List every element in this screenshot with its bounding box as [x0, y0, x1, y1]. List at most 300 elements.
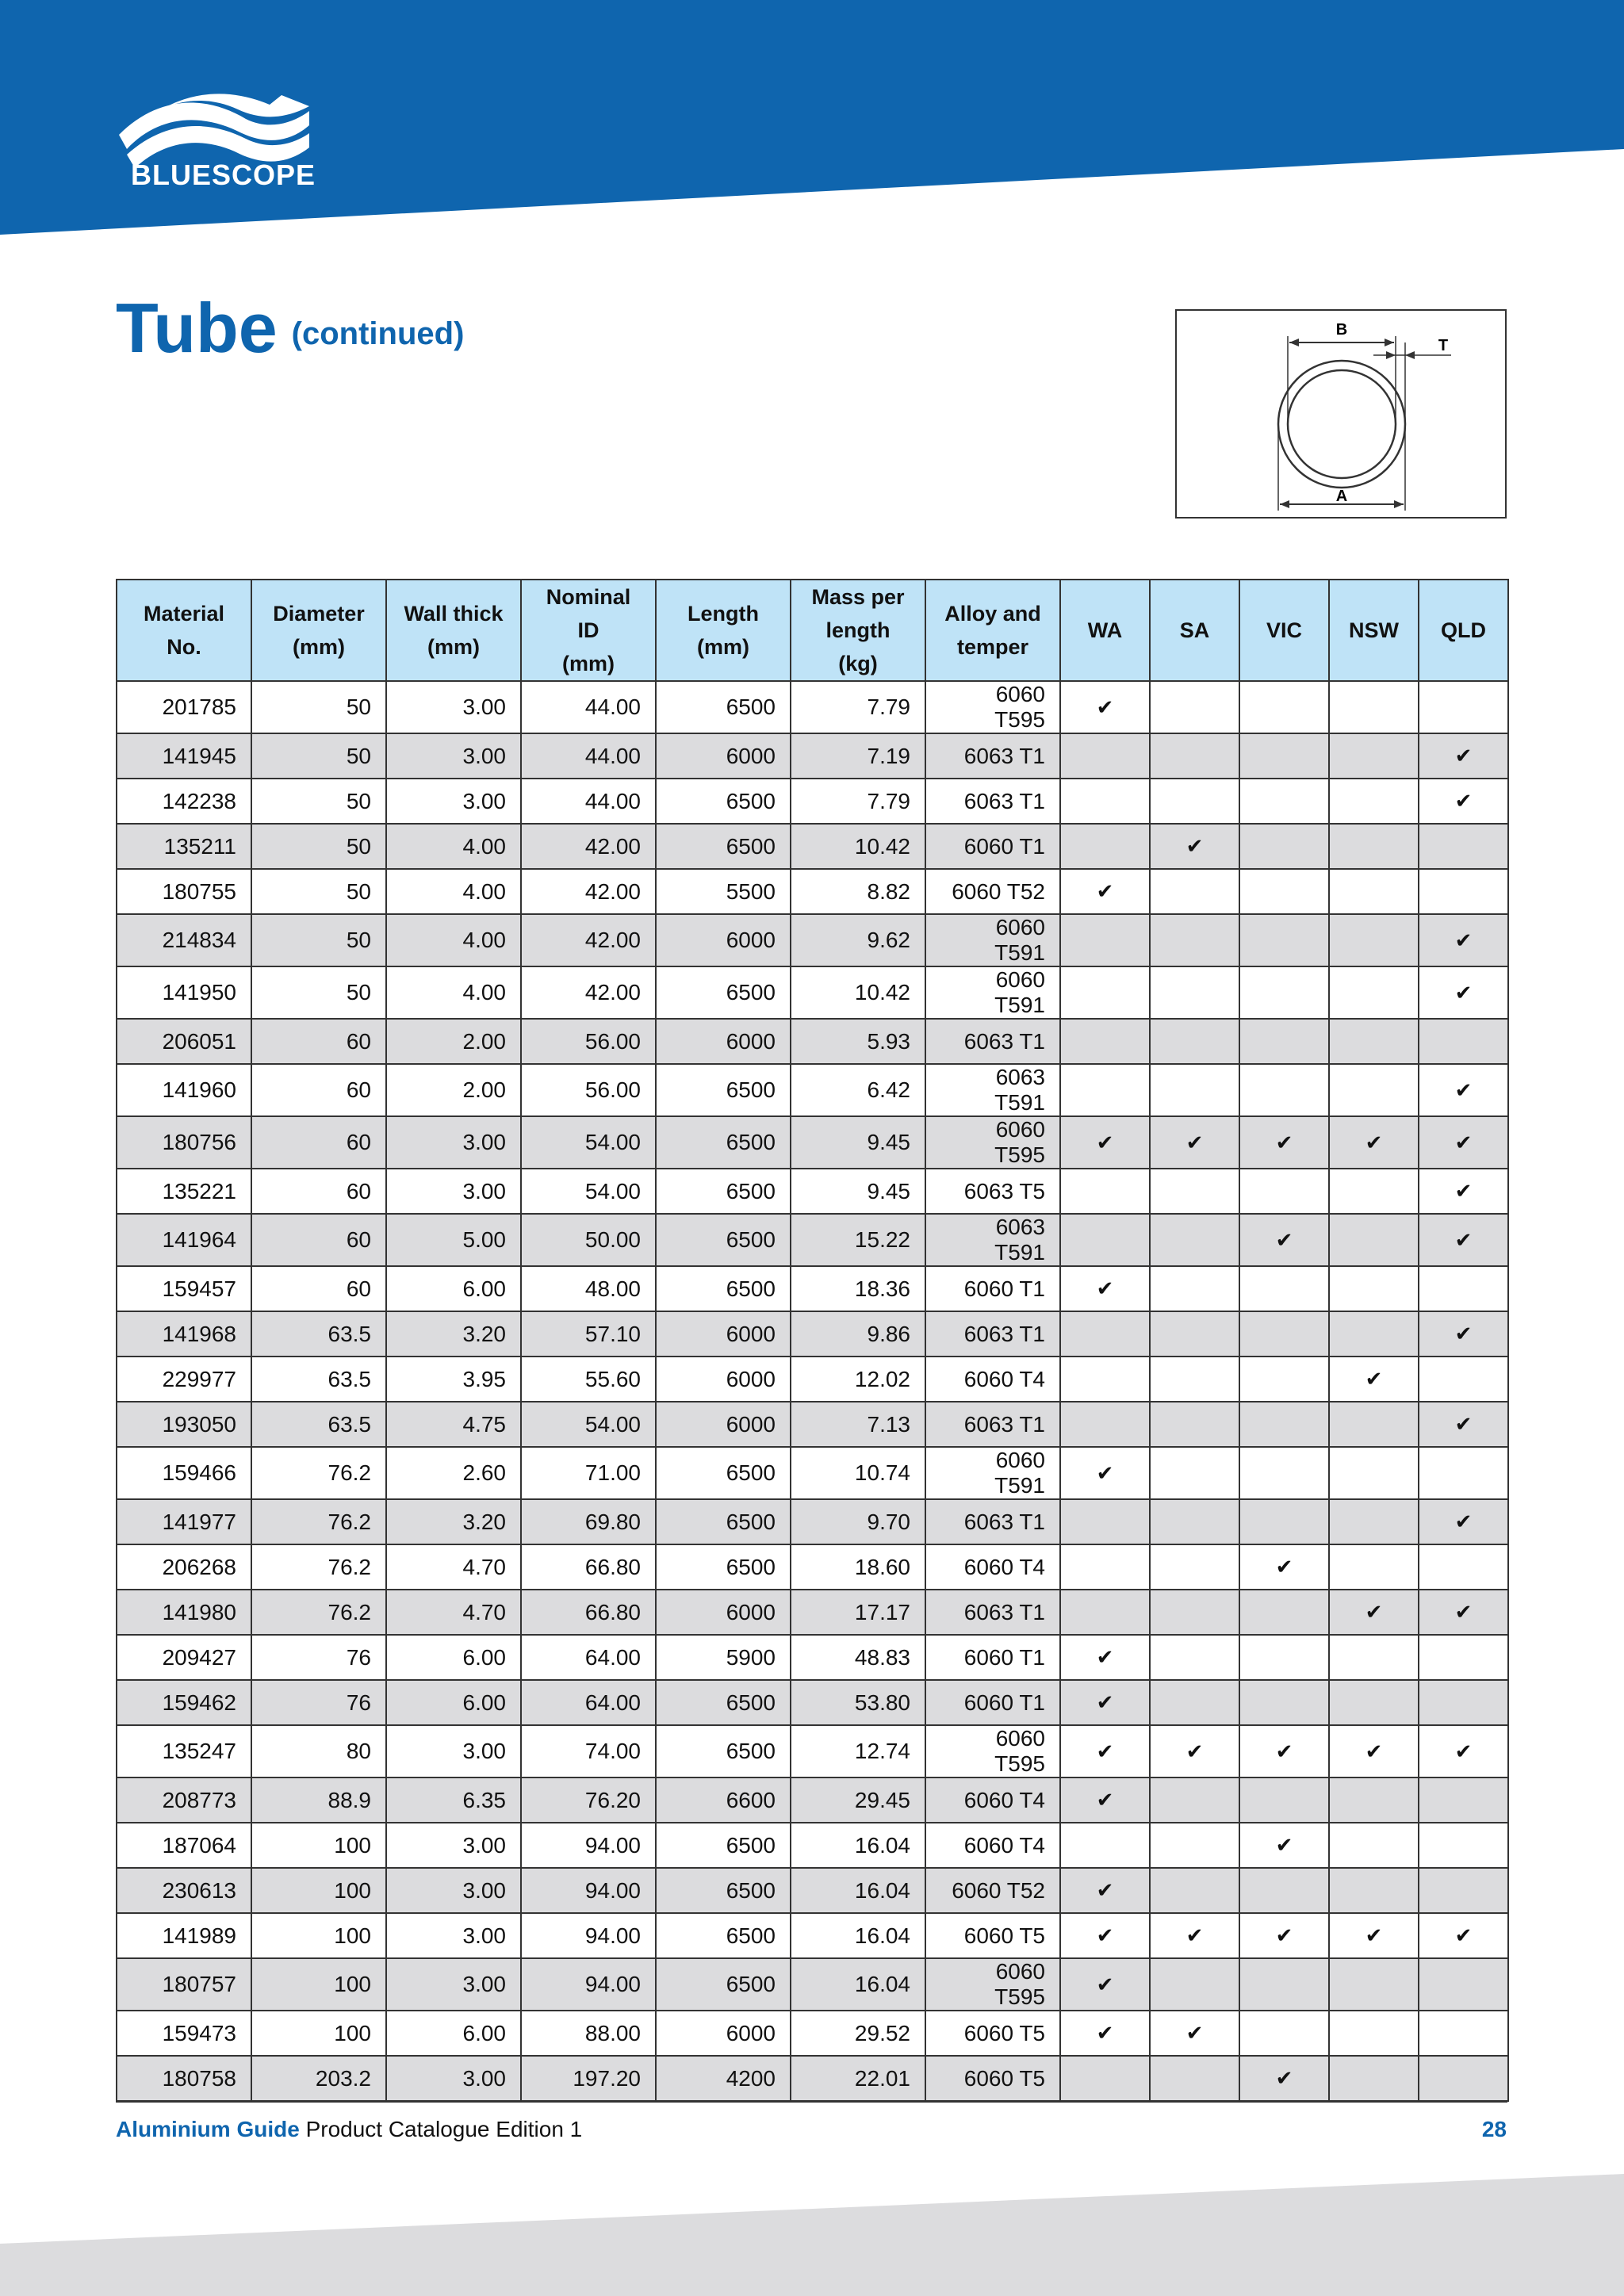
cell-wall-thick: 6.00 — [386, 1266, 521, 1311]
availability-cell-nsw — [1329, 1635, 1419, 1680]
cell-alloy-temper: 6060 T52 — [925, 1868, 1060, 1913]
table-row — [117, 779, 1508, 824]
cell-nominal-id: 42.00 — [521, 824, 656, 869]
cell-material-no: 180757 — [117, 1958, 251, 2011]
cell-length: 6000 — [656, 1590, 791, 1635]
availability-cell-vic — [1239, 966, 1329, 1019]
cell-mass-per-length: 10.42 — [791, 966, 925, 1019]
cell-material-no: 201785 — [117, 681, 251, 733]
availability-cell-wa — [1060, 1019, 1150, 1064]
cell-diameter: 60 — [251, 1064, 386, 1116]
availability-cell-nsw — [1329, 1214, 1419, 1266]
cell-material-no: 141960 — [117, 1064, 251, 1116]
check-icon: ✔ — [1365, 1600, 1383, 1624]
availability-cell-wa — [1060, 681, 1150, 733]
availability-cell-vic — [1239, 2011, 1329, 2056]
cell-length: 6500 — [656, 1680, 791, 1725]
table-row — [117, 681, 1508, 733]
cell-mass-per-length: 53.80 — [791, 1680, 925, 1725]
table-row — [117, 1064, 1508, 1116]
cell-material-no: 141968 — [117, 1311, 251, 1357]
availability-cell-vic — [1239, 1590, 1329, 1635]
check-icon: ✔ — [1454, 928, 1473, 952]
page-number: 28 — [1481, 2117, 1507, 2141]
check-icon: ✔ — [1096, 1645, 1114, 1669]
table-row — [117, 1447, 1508, 1499]
availability-cell-nsw — [1329, 824, 1419, 869]
cell-wall-thick: 3.20 — [386, 1311, 521, 1357]
cell-wall-thick: 6.00 — [386, 1635, 521, 1680]
availability-cell-nsw — [1329, 1019, 1419, 1064]
table-row — [117, 869, 1508, 914]
page-title — [116, 289, 465, 367]
cell-diameter: 100 — [251, 2011, 386, 2056]
cell-alloy-temper: 6063 T591 — [925, 1064, 1060, 1116]
check-icon: ✔ — [1275, 1227, 1293, 1252]
column-header-alloy-temper: Alloy and temper — [925, 580, 1060, 681]
availability-cell-wa — [1060, 869, 1150, 914]
check-icon: ✔ — [1454, 1412, 1473, 1436]
cell-material-no: 141989 — [117, 1913, 251, 1958]
cell-diameter: 100 — [251, 1913, 386, 1958]
availability-cell-qld — [1419, 1447, 1508, 1499]
cell-nominal-id: 48.00 — [521, 1266, 656, 1311]
check-icon: ✔ — [1454, 1923, 1473, 1947]
cell-diameter: 63.5 — [251, 1357, 386, 1402]
availability-cell-qld — [1419, 1868, 1508, 1913]
availability-cell-vic — [1239, 1635, 1329, 1680]
availability-cell-qld — [1419, 1777, 1508, 1823]
availability-cell-nsw — [1329, 1266, 1419, 1311]
availability-cell-vic — [1239, 1019, 1329, 1064]
check-icon: ✔ — [1096, 1130, 1114, 1154]
availability-cell-sa — [1150, 779, 1239, 824]
cell-alloy-temper: 6060 T1 — [925, 1680, 1060, 1725]
cell-wall-thick: 3.95 — [386, 1357, 521, 1402]
cell-length: 6500 — [656, 1725, 791, 1777]
cell-length: 6000 — [656, 1357, 791, 1402]
availability-cell-vic — [1239, 914, 1329, 966]
cell-wall-thick: 3.00 — [386, 733, 521, 779]
availability-cell-qld — [1419, 1169, 1508, 1214]
table-row — [117, 1590, 1508, 1635]
availability-cell-qld — [1419, 914, 1508, 966]
availability-cell-sa — [1150, 1635, 1239, 1680]
check-icon: ✔ — [1365, 1130, 1383, 1154]
cell-wall-thick: 4.00 — [386, 824, 521, 869]
availability-cell-nsw — [1329, 1868, 1419, 1913]
availability-cell-vic — [1239, 1402, 1329, 1447]
availability-cell-sa — [1150, 1064, 1239, 1116]
cell-length: 6500 — [656, 1447, 791, 1499]
table-row — [117, 2011, 1508, 2056]
table-row — [117, 914, 1508, 966]
availability-cell-sa — [1150, 2056, 1239, 2101]
cell-nominal-id: 54.00 — [521, 1169, 656, 1214]
availability-cell-sa — [1150, 1777, 1239, 1823]
check-icon: ✔ — [1096, 2021, 1114, 2045]
cell-length: 6500 — [656, 1064, 791, 1116]
cell-alloy-temper: 6063 T1 — [925, 1019, 1060, 1064]
table-row — [117, 1725, 1508, 1777]
check-icon: ✔ — [1275, 1833, 1293, 1857]
cell-nominal-id: 94.00 — [521, 1823, 656, 1868]
cell-material-no: 159473 — [117, 2011, 251, 2056]
availability-cell-wa — [1060, 1680, 1150, 1725]
availability-cell-qld — [1419, 966, 1508, 1019]
cell-alloy-temper: 6060 T5 — [925, 2056, 1060, 2101]
cell-nominal-id: 94.00 — [521, 1868, 656, 1913]
check-icon: ✔ — [1454, 1322, 1473, 1345]
cell-diameter: 60 — [251, 1266, 386, 1311]
cell-mass-per-length: 12.74 — [791, 1725, 925, 1777]
availability-cell-vic — [1239, 824, 1329, 869]
availability-cell-nsw — [1329, 1913, 1419, 1958]
cell-diameter: 50 — [251, 779, 386, 824]
footer-band — [0, 2164, 1624, 2296]
cell-nominal-id: 64.00 — [521, 1635, 656, 1680]
cell-nominal-id: 94.00 — [521, 1913, 656, 1958]
availability-cell-nsw — [1329, 1777, 1419, 1823]
cell-mass-per-length: 16.04 — [791, 1868, 925, 1913]
cell-diameter: 80 — [251, 1725, 386, 1777]
cell-nominal-id: 69.80 — [521, 1499, 656, 1544]
check-icon: ✔ — [1096, 1972, 1114, 1996]
cell-wall-thick: 3.00 — [386, 2056, 521, 2101]
availability-cell-qld — [1419, 1823, 1508, 1868]
cell-mass-per-length: 16.04 — [791, 1958, 925, 2011]
footer-guide-label: Aluminium Guide — [116, 2117, 300, 2141]
availability-cell-vic — [1239, 1913, 1329, 1958]
cell-diameter: 76.2 — [251, 1447, 386, 1499]
cell-diameter: 60 — [251, 1019, 386, 1064]
availability-cell-qld — [1419, 2056, 1508, 2101]
availability-cell-qld — [1419, 1725, 1508, 1777]
cell-mass-per-length: 7.79 — [791, 681, 925, 733]
column-header-vic: VIC — [1239, 580, 1329, 681]
availability-cell-qld — [1419, 1635, 1508, 1680]
page-title-suffix: (continued) — [291, 316, 465, 351]
check-icon: ✔ — [1096, 1788, 1114, 1812]
availability-cell-wa — [1060, 1913, 1150, 1958]
availability-cell-sa — [1150, 1499, 1239, 1544]
cell-diameter: 60 — [251, 1116, 386, 1169]
table-row — [117, 2056, 1508, 2101]
cell-wall-thick: 3.00 — [386, 1169, 521, 1214]
availability-cell-vic — [1239, 1499, 1329, 1544]
cell-mass-per-length: 22.01 — [791, 2056, 925, 2101]
cell-alloy-temper: 6063 T1 — [925, 779, 1060, 824]
cell-alloy-temper: 6060 T4 — [925, 1357, 1060, 1402]
cell-length: 6500 — [656, 1544, 791, 1590]
availability-cell-qld — [1419, 1402, 1508, 1447]
table-row — [117, 1169, 1508, 1214]
availability-cell-nsw — [1329, 1357, 1419, 1402]
availability-cell-qld — [1419, 1357, 1508, 1402]
column-header-material-no: Material No. — [117, 580, 251, 681]
cell-nominal-id: 42.00 — [521, 914, 656, 966]
cell-diameter: 63.5 — [251, 1311, 386, 1357]
check-icon: ✔ — [1454, 1739, 1473, 1763]
cell-wall-thick: 2.00 — [386, 1064, 521, 1116]
availability-cell-wa — [1060, 1499, 1150, 1544]
cell-length: 6500 — [656, 1823, 791, 1868]
table-row — [117, 1777, 1508, 1823]
availability-cell-sa — [1150, 824, 1239, 869]
cell-nominal-id: 64.00 — [521, 1680, 656, 1725]
availability-cell-nsw — [1329, 1402, 1419, 1447]
cell-diameter: 203.2 — [251, 2056, 386, 2101]
availability-cell-wa — [1060, 1590, 1150, 1635]
availability-cell-qld — [1419, 869, 1508, 914]
availability-cell-wa — [1060, 914, 1150, 966]
check-icon: ✔ — [1454, 980, 1473, 1004]
availability-cell-vic — [1239, 1064, 1329, 1116]
cell-material-no: 135247 — [117, 1725, 251, 1777]
column-header-mass-per-length: Mass per length (kg) — [791, 580, 925, 681]
cell-nominal-id: 71.00 — [521, 1447, 656, 1499]
cell-diameter: 60 — [251, 1214, 386, 1266]
cell-diameter: 100 — [251, 1868, 386, 1913]
cell-material-no: 135211 — [117, 824, 251, 869]
cell-wall-thick: 4.00 — [386, 966, 521, 1019]
availability-cell-nsw — [1329, 1725, 1419, 1777]
check-icon: ✔ — [1096, 1276, 1114, 1300]
table-row — [117, 1544, 1508, 1590]
availability-cell-qld — [1419, 1266, 1508, 1311]
availability-cell-qld — [1419, 1958, 1508, 2011]
availability-cell-qld — [1419, 1214, 1508, 1266]
cell-mass-per-length: 9.70 — [791, 1499, 925, 1544]
cell-mass-per-length: 29.45 — [791, 1777, 925, 1823]
check-icon: ✔ — [1275, 1739, 1293, 1763]
availability-cell-qld — [1419, 1544, 1508, 1590]
cell-material-no: 206268 — [117, 1544, 251, 1590]
cell-material-no: 159466 — [117, 1447, 251, 1499]
availability-cell-wa — [1060, 1447, 1150, 1499]
availability-cell-sa — [1150, 2011, 1239, 2056]
availability-cell-sa — [1150, 966, 1239, 1019]
cell-wall-thick: 3.00 — [386, 1116, 521, 1169]
availability-cell-vic — [1239, 733, 1329, 779]
cell-material-no: 142238 — [117, 779, 251, 824]
cell-alloy-temper: 6060 T4 — [925, 1823, 1060, 1868]
cell-length: 6500 — [656, 1214, 791, 1266]
check-icon: ✔ — [1096, 1690, 1114, 1714]
cell-diameter: 50 — [251, 869, 386, 914]
table-row — [117, 824, 1508, 869]
cell-material-no: 180758 — [117, 2056, 251, 2101]
cell-diameter: 100 — [251, 1823, 386, 1868]
cell-material-no: 214834 — [117, 914, 251, 966]
availability-cell-wa — [1060, 966, 1150, 1019]
cell-wall-thick: 6.00 — [386, 1680, 521, 1725]
cell-alloy-temper: 6063 T591 — [925, 1214, 1060, 1266]
cell-nominal-id: 44.00 — [521, 779, 656, 824]
cell-wall-thick: 5.00 — [386, 1214, 521, 1266]
cell-alloy-temper: 6060 T591 — [925, 966, 1060, 1019]
cell-mass-per-length: 12.02 — [791, 1357, 925, 1402]
cell-length: 6500 — [656, 1958, 791, 2011]
cell-wall-thick: 3.20 — [386, 1499, 521, 1544]
cell-diameter: 50 — [251, 824, 386, 869]
cell-material-no: 159462 — [117, 1680, 251, 1725]
availability-cell-wa — [1060, 1725, 1150, 1777]
footer-edition-label: Product Catalogue Edition 1 — [305, 2117, 583, 2141]
table-header-row — [117, 580, 1508, 681]
cell-alloy-temper: 6063 T1 — [925, 1499, 1060, 1544]
column-header-wall-thick: Wall thick (mm) — [386, 580, 521, 681]
availability-cell-sa — [1150, 1357, 1239, 1402]
cell-material-no: 141980 — [117, 1590, 251, 1635]
availability-cell-sa — [1150, 1266, 1239, 1311]
cell-nominal-id: 56.00 — [521, 1019, 656, 1064]
availability-cell-sa — [1150, 1019, 1239, 1064]
cell-alloy-temper: 6060 T4 — [925, 1777, 1060, 1823]
check-icon: ✔ — [1365, 1367, 1383, 1391]
availability-cell-nsw — [1329, 733, 1419, 779]
cell-wall-thick: 3.00 — [386, 779, 521, 824]
availability-cell-vic — [1239, 1447, 1329, 1499]
cell-length: 6000 — [656, 1311, 791, 1357]
cell-alloy-temper: 6060 T5 — [925, 1913, 1060, 1958]
cell-material-no: 141950 — [117, 966, 251, 1019]
table-row — [117, 1019, 1508, 1064]
cell-length: 6000 — [656, 733, 791, 779]
cell-length: 6000 — [656, 1402, 791, 1447]
cell-length: 6000 — [656, 914, 791, 966]
availability-cell-qld — [1419, 681, 1508, 733]
table-row — [117, 1266, 1508, 1311]
cell-diameter: 76.2 — [251, 1590, 386, 1635]
tube-cross-section-diagram — [1175, 309, 1507, 519]
availability-cell-vic — [1239, 869, 1329, 914]
cell-mass-per-length: 10.42 — [791, 824, 925, 869]
availability-cell-nsw — [1329, 1958, 1419, 2011]
availability-cell-qld — [1419, 1499, 1508, 1544]
check-icon: ✔ — [1365, 1739, 1383, 1763]
availability-cell-nsw — [1329, 966, 1419, 1019]
cell-wall-thick: 2.60 — [386, 1447, 521, 1499]
check-icon: ✔ — [1275, 1130, 1293, 1154]
availability-cell-wa — [1060, 1544, 1150, 1590]
footer-title — [116, 2117, 582, 2142]
cell-material-no: 159457 — [117, 1266, 251, 1311]
cell-wall-thick: 4.70 — [386, 1544, 521, 1590]
availability-cell-nsw — [1329, 1680, 1419, 1725]
cell-length: 4200 — [656, 2056, 791, 2101]
availability-cell-sa — [1150, 914, 1239, 966]
availability-cell-nsw — [1329, 914, 1419, 966]
cell-diameter: 76 — [251, 1680, 386, 1725]
availability-cell-sa — [1150, 1311, 1239, 1357]
cell-length: 6000 — [656, 1019, 791, 1064]
cell-material-no: 193050 — [117, 1402, 251, 1447]
cell-alloy-temper: 6060 T591 — [925, 914, 1060, 966]
cell-length: 6500 — [656, 966, 791, 1019]
availability-cell-vic — [1239, 1544, 1329, 1590]
availability-cell-sa — [1150, 1544, 1239, 1590]
availability-cell-qld — [1419, 824, 1508, 869]
availability-cell-sa — [1150, 1913, 1239, 1958]
cell-mass-per-length: 8.82 — [791, 869, 925, 914]
check-icon: ✔ — [1275, 1923, 1293, 1947]
cell-material-no: 206051 — [117, 1019, 251, 1064]
availability-cell-wa — [1060, 1169, 1150, 1214]
cell-material-no: 208773 — [117, 1777, 251, 1823]
diagram-label-b: B — [1335, 321, 1348, 339]
cell-nominal-id: 55.60 — [521, 1357, 656, 1402]
availability-cell-nsw — [1329, 2011, 1419, 2056]
availability-cell-wa — [1060, 1402, 1150, 1447]
cell-mass-per-length: 9.45 — [791, 1116, 925, 1169]
cell-length: 6500 — [656, 1499, 791, 1544]
cell-nominal-id: 54.00 — [521, 1402, 656, 1447]
availability-cell-sa — [1150, 1823, 1239, 1868]
cell-wall-thick: 4.75 — [386, 1402, 521, 1447]
cell-mass-per-length: 15.22 — [791, 1214, 925, 1266]
cell-material-no: 209427 — [117, 1635, 251, 1680]
availability-cell-sa — [1150, 1169, 1239, 1214]
cell-wall-thick: 6.35 — [386, 1777, 521, 1823]
cell-nominal-id: 44.00 — [521, 681, 656, 733]
availability-cell-vic — [1239, 1357, 1329, 1402]
table-body — [117, 681, 1508, 2101]
availability-cell-wa — [1060, 1357, 1150, 1402]
diagram-label-t: T — [1438, 337, 1449, 354]
cell-diameter: 100 — [251, 1958, 386, 2011]
check-icon: ✔ — [1454, 744, 1473, 767]
availability-cell-vic — [1239, 1823, 1329, 1868]
cell-wall-thick: 3.00 — [386, 681, 521, 733]
cell-diameter: 63.5 — [251, 1402, 386, 1447]
cell-length: 6000 — [656, 2011, 791, 2056]
cell-diameter: 76.2 — [251, 1499, 386, 1544]
cell-alloy-temper: 6063 T1 — [925, 1590, 1060, 1635]
availability-cell-wa — [1060, 2056, 1150, 2101]
column-header-wa: WA — [1060, 580, 1150, 681]
table-row — [117, 966, 1508, 1019]
cell-wall-thick: 3.00 — [386, 1958, 521, 2011]
check-icon: ✔ — [1454, 1077, 1473, 1102]
cell-nominal-id: 197.20 — [521, 2056, 656, 2101]
availability-cell-nsw — [1329, 1823, 1419, 1868]
availability-cell-nsw — [1329, 681, 1419, 733]
check-icon: ✔ — [1454, 1179, 1473, 1203]
cell-length: 6500 — [656, 779, 791, 824]
cell-nominal-id: 74.00 — [521, 1725, 656, 1777]
cell-mass-per-length: 7.19 — [791, 733, 925, 779]
cell-nominal-id: 66.80 — [521, 1544, 656, 1590]
availability-cell-wa — [1060, 1214, 1150, 1266]
check-icon: ✔ — [1096, 879, 1114, 903]
cell-material-no: 141977 — [117, 1499, 251, 1544]
tube-spec-table — [116, 579, 1509, 2102]
availability-cell-sa — [1150, 1868, 1239, 1913]
cell-wall-thick: 4.00 — [386, 914, 521, 966]
availability-cell-qld — [1419, 779, 1508, 824]
availability-cell-qld — [1419, 2011, 1508, 2056]
cell-alloy-temper: 6060 T1 — [925, 1266, 1060, 1311]
cell-material-no: 141964 — [117, 1214, 251, 1266]
check-icon: ✔ — [1454, 1600, 1473, 1624]
check-icon: ✔ — [1096, 1923, 1114, 1947]
availability-cell-sa — [1150, 1958, 1239, 2011]
column-header-nominal-id: Nominal ID (mm) — [521, 580, 656, 681]
cell-diameter: 88.9 — [251, 1777, 386, 1823]
cell-mass-per-length: 16.04 — [791, 1823, 925, 1868]
cell-nominal-id: 56.00 — [521, 1064, 656, 1116]
